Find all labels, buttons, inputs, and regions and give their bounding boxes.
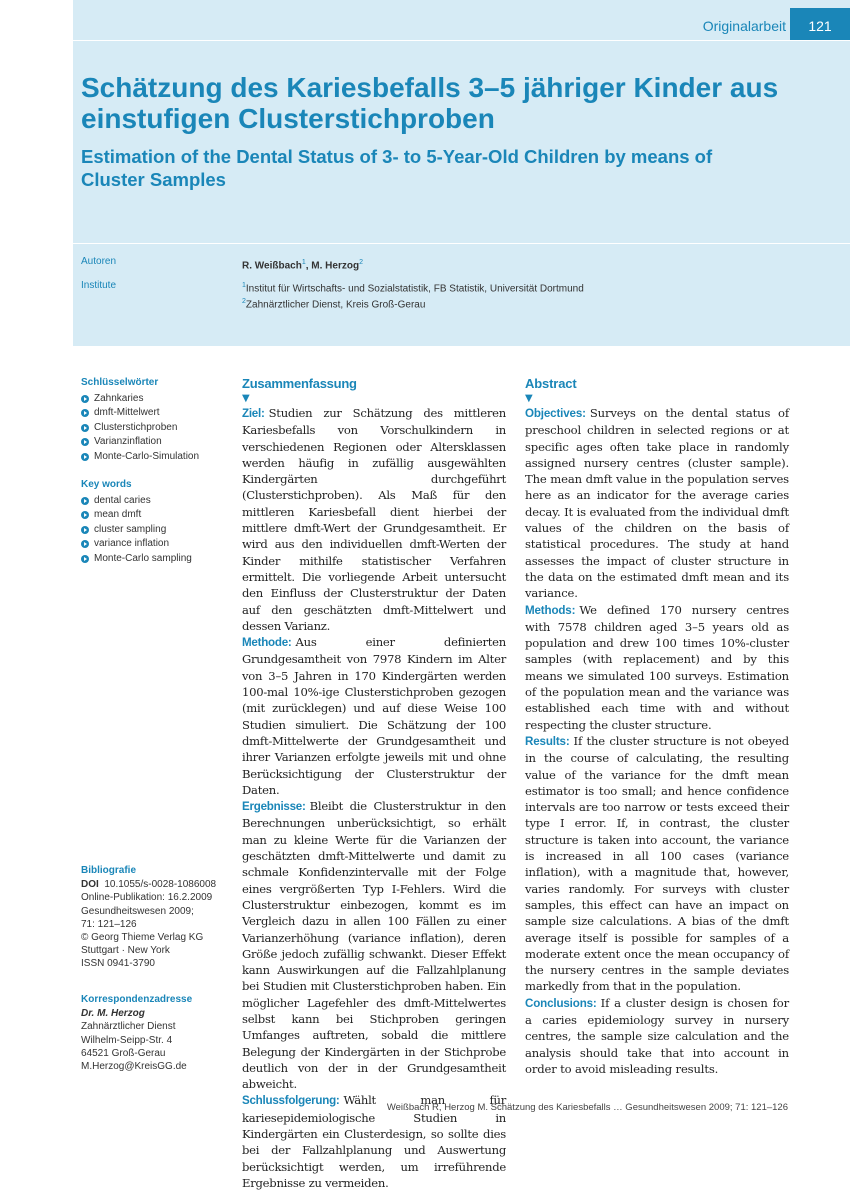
meta-divider <box>73 243 850 244</box>
author-2: M. Herzog <box>311 260 360 272</box>
keywords-english-heading: Key words <box>81 479 132 490</box>
bibliography-heading: Bibliografie <box>81 865 137 876</box>
section-text: Aus einer definierten Grundgesamtheit von 7978 Kindern im Alter von 3–5 Jahren in 170 Kindergärten werden 100-mal 10%-ige Clusterstichproben gezogen (mit zurücklegen) und auf diese Weise 100 Studien simuliert. Die Schätzung der 100 dmft-Mittelwerte der Grundgesamtheit und ihrer Varianzen erfolgte jeweils mit und ohne Berücksichtigung der Clusterstruktur der Daten. <box>242 635 506 797</box>
keywords-english <box>81 478 231 566</box>
title-german: Schätzung des Kariesbefalls 3–5 jähriger Kinder aus einstufigen Clusterstichproben <box>81 72 779 134</box>
keyword-text: Clusterstichproben <box>94 421 178 433</box>
keyword-text: cluster sampling <box>94 523 167 535</box>
doi-value: 10.1055/s-0028-1086008 <box>104 879 217 891</box>
keyword-text: dmft-Mittelwert <box>94 407 160 418</box>
abstract-english <box>525 376 789 1077</box>
bullet-icon <box>81 497 89 505</box>
section-label: Objectives: <box>525 407 586 420</box>
email-link[interactable]: M.Herzog@KreisGG.de <box>81 1061 187 1073</box>
authors <box>242 256 363 272</box>
section-label: Methods: <box>525 603 576 617</box>
correspondence-line: Zahnärztlicher Dienst <box>81 1021 176 1033</box>
keyword-item <box>81 494 231 509</box>
institute-2 <box>242 295 584 311</box>
bullet-icon <box>81 511 89 519</box>
section-label: Schlussfolgerung: <box>242 1094 340 1108</box>
keyword-item <box>81 508 231 523</box>
correspondence-name: Dr. M. Herzog <box>81 1008 145 1020</box>
bibliography-line: © Georg Thieme Verlag KG <box>81 932 204 944</box>
abstract-section <box>242 798 506 1092</box>
section-label: Ziel: <box>242 407 265 420</box>
bullet-icon <box>81 424 89 432</box>
abstract-german-heading: Zusammenfassung <box>242 376 357 391</box>
keyword-item <box>81 552 231 567</box>
keyword-text: Monte-Carlo sampling <box>94 552 192 564</box>
correspondence <box>81 993 231 1073</box>
abstract-section <box>525 405 789 602</box>
abstract-section <box>525 602 789 733</box>
section-text: We defined 170 nursery centres with 7578 children aged 3–5 years old as population and drew 100 times 10%-cluster samples (with replacement) and by this means we simulated 100 surveys. Estimation of the population mean and the variance was established each time with and without respecting the cluster structure. <box>525 602 789 732</box>
institutes-label: Institute <box>81 280 117 291</box>
bullet-icon <box>81 453 89 461</box>
abstract-section <box>525 733 789 995</box>
bullet-icon <box>81 526 89 534</box>
bibliography-line: Stuttgart · New York <box>81 945 170 957</box>
keyword-item <box>81 421 231 436</box>
keyword-item <box>81 523 231 538</box>
section-text: If a cluster design is chosen for a caries epidemiology survey in nursery centres, the sample size calculation and the analysis should take that into account in order to avoid misleading results. <box>525 995 789 1076</box>
institute-2-text: Zahnärztlicher Dienst, Kreis Groß-Gerau <box>245 299 426 311</box>
keyword-item <box>81 435 231 450</box>
title-english: Estimation of the Dental Status of 3- to 5-Year-Old Children by means of Cluster Samples <box>81 146 713 190</box>
author-separator: , <box>305 260 312 272</box>
bullet-icon <box>81 540 89 548</box>
keywords-german <box>81 376 231 464</box>
bibliography <box>81 864 231 971</box>
abstract-section <box>242 634 506 798</box>
keyword-item <box>81 450 231 465</box>
bibliography-line: Online-Publikation: 16.2.2009 <box>81 892 213 904</box>
authors-label: Autoren <box>81 256 117 267</box>
correspondence-heading: Korrespondenzadresse <box>81 994 193 1005</box>
section-label: Conclusions: <box>525 996 597 1010</box>
triangle-marker-icon: ▼ <box>242 393 250 404</box>
keyword-text: dental caries <box>94 494 151 506</box>
institute-2-sup: 2 <box>242 298 246 306</box>
bullet-icon <box>81 438 89 446</box>
keyword-item <box>81 392 231 407</box>
page-number: 121 <box>790 8 850 40</box>
bullet-icon <box>81 395 89 403</box>
keyword-text: mean dmft <box>94 509 142 520</box>
doi-line <box>81 878 231 891</box>
bullet-icon <box>81 409 89 417</box>
header-divider <box>73 40 850 41</box>
footer-citation: Weißbach R, Herzog M. Schätzung des Kariesbefalls … Gesundheitswesen 2009; 71: 121–126 <box>386 1102 788 1113</box>
triangle-marker-icon: ▼ <box>525 393 533 404</box>
author-2-sup: 2 <box>359 259 363 266</box>
section-text: If the cluster structure is not obeyed in the course of calculating, the resulting value of the variance for the dmft mean estimator is too small; and hence confidence intervals are too narrow or tests exceed their type I error. If, in contrast, the cluster structure is taken into account, the variance is increased in all 100 cases (variance inflation), with a magnitude that, however, varies randomly. For surveys with cluster samples, this effect can have an impact on sample size calculations. A bias of the dmft average itself is possible for samples of a moderate extent once the mean occupancy of the nursery centres in the sample deviates markedly from that in the population. <box>525 733 789 994</box>
doi-label: DOI <box>81 879 99 891</box>
abstract-section <box>525 995 789 1077</box>
section-label: Originalarbeit <box>702 18 786 34</box>
section-label: Results: <box>525 734 570 748</box>
abstract-german <box>242 376 506 1191</box>
institutes <box>242 279 584 312</box>
author-1: R. Weißbach <box>242 260 302 272</box>
author-1-sup: 1 <box>301 259 306 266</box>
correspondence-line: 64521 Groß-Gerau <box>81 1047 166 1059</box>
keyword-text: Varianzinflation <box>94 436 162 447</box>
keyword-item <box>81 406 231 421</box>
keyword-text: variance inflation <box>94 538 170 549</box>
section-label: Ergebnisse: <box>242 800 306 814</box>
bibliography-line: ISSN 0941-3790 <box>81 958 155 970</box>
bibliography-line: 71: 121–126 <box>81 918 137 930</box>
abstract-english-heading: Abstract <box>525 376 577 391</box>
keyword-text: Monte-Carlo-Simulation <box>94 450 200 462</box>
keyword-item <box>81 537 231 552</box>
institute-1 <box>242 279 584 295</box>
bullet-icon <box>81 555 89 563</box>
institute-1-text: Institut für Wirtschafts- und Sozialstatistik, FB Statistik, Universität Dortmund <box>245 283 584 295</box>
keyword-text: Zahnkaries <box>94 392 144 404</box>
section-text: Wählt man für kariesepidemiologische Studien in Kindergärten ein Clusterdesign, so sollte dies bei der Fallzahlplanung und Auswertung berücksichtigt werden, um irreführende Ergebnisse zu vermeiden. <box>242 1093 506 1190</box>
correspondence-line: Wilhelm-Seipp-Str. 4 <box>81 1034 173 1046</box>
abstract-section <box>242 405 506 634</box>
section-text: Surveys on the dental status of preschool children in selected regions or at specific ages often take place in randomly assigned nursery centres (cluster sample). The mean dmft value in the population serves here as an indicator for the average caries decay. It is evaluated from the individual dmft values of the children on the basis of statistical procedures. The study at hand assesses the impact of cluster structure in the data on the estimated dmft mean and its variance. <box>525 406 789 601</box>
bibliography-line: Gesundheitswesen 2009; <box>81 905 194 917</box>
institute-1-sup: 1 <box>242 282 246 289</box>
section-text: Bleibt die Clusterstruktur in den Berechnungen unberücksichtigt, so erhält man zu kleine Werte für die Varianzen der geschätzten dmft-Mittelwerte und damit zu schmale Konfidenzintervalle mit der Folge eines vergrößerten Typ I-Fehlers. Wird die Clusterstruktur einbezogen, kommt es im Vergleich dazu in allen 100 Fällen zu einer Varianzerhöhung (variance inflation), deren Größe jedoch zufällig schwankt. Dieser Effekt kann Auswirkungen auf die Fallzahlplanung bei Studien mit Clusterstichproben haben. Ein möglicher Lagefehler des dmft-Mittelwertes selbst kann bei Stichproben geringen Umfanges auftreten, sobald die mittlere Belegung der Kindergärten in der Stichprobe deutlich von der in der Grundgesamtheit abweicht. <box>242 799 506 1092</box>
section-text: Studien zur Schätzung des mittleren Kariesbefalls von Vorschulkindern in verschiedenen Regionen oder Altersklassen werden häufig in zufällig ausgewählten Kindergärten durchgeführt (Clusterstichproben). Als Maß für den mittleren Kariesbefall dient hierbei der mittlere dmft-Wert der Grundgesamtheit. Er wird aus den individuellen dmft-Werten der Kinder mithilfe statistischer Verfahren ermittelt. Die vorliegende Arbeit untersucht den Einfluss der Clusterstruktur der Daten auf den geschätzten dmft-Mittelwert und dessen Varianz. <box>242 406 506 633</box>
section-label: Methode: <box>242 636 292 650</box>
keywords-german-heading: Schlüsselwörter <box>81 377 159 388</box>
